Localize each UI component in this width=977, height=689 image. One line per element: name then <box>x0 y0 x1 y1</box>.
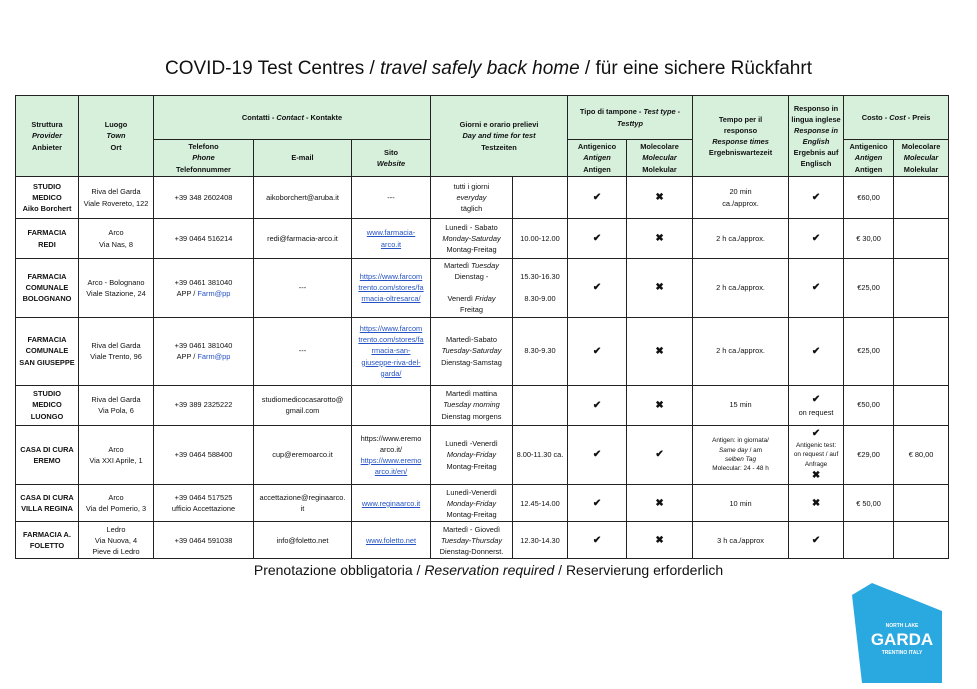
website-link[interactable]: rmacia-san- <box>371 346 411 356</box>
cross-icon: ✖ <box>811 469 821 481</box>
cross-icon: ✖ <box>811 497 821 509</box>
website-link[interactable]: www.foletto.net <box>365 535 417 545</box>
days-cell: Martedì - Giovedì Tuesday-Thursday Dienstag-Donnerst. <box>431 522 513 559</box>
website-cell <box>352 522 431 559</box>
website-link[interactable]: https://www.farcom <box>359 272 423 282</box>
title-part-1: COVID-19 Test Centres / <box>165 58 381 79</box>
table-row <box>16 317 949 385</box>
logo-line-1: NORTH LAKE <box>885 623 919 629</box>
footer-part-1: Prenotazione obbligatoria / <box>253 562 425 578</box>
website-link[interactable]: https://www.eremo <box>360 455 422 465</box>
email-cell: aikoborchert@aruba.it <box>254 177 352 219</box>
table-row <box>16 485 949 522</box>
check-icon: ✔ <box>592 399 602 411</box>
english-cell <box>789 317 844 385</box>
response-time-cell: Antigen: in giornata/ Same day / am selben Tag Molecular: 24 - 48 h <box>693 425 789 485</box>
check-icon: ✔ <box>592 282 602 294</box>
cost-molecular-cell <box>894 385 949 425</box>
email-cell: --- <box>254 317 352 385</box>
page-title <box>0 58 977 80</box>
days-cell: Martedì-Sabato Tuesday-Saturday Dienstag-Samstag <box>431 317 513 385</box>
check-icon: ✔ <box>592 192 602 203</box>
website-cell <box>352 385 431 425</box>
antigen-mark <box>568 385 627 425</box>
cost-antigen-cell: €60,00 <box>844 177 894 219</box>
cost-antigen-cell: € 30,00 <box>844 219 894 259</box>
header-english: Responso in lingua inglese Response in English Ergebnis auf Englisch <box>789 96 844 177</box>
town-cell: Arco Via Nas, 8 <box>79 219 154 259</box>
header-antigen: Antigenico Antigen Antigen <box>568 140 627 177</box>
hours-cell: 8.00-11.30 ca. <box>513 425 568 485</box>
antigen-mark <box>568 317 627 385</box>
cost-antigen-cell: €25,00 <box>844 259 894 318</box>
header-phone: Telefono Phone Telefonnummer <box>154 140 254 177</box>
email-cell: redi@farmacia-arco.it <box>254 219 352 259</box>
check-icon: ✔ <box>811 345 821 357</box>
provider-name: FARMACIA REDI <box>16 219 79 259</box>
hours-cell: 8.30-9.30 <box>513 317 568 385</box>
table-row <box>16 385 949 425</box>
website-link: arco.it/ <box>379 444 403 454</box>
phone-cell: +39 348 2602408 <box>154 177 254 219</box>
header-test-type: Tipo di tampone - Test type - Testtyp <box>568 96 693 140</box>
check-icon: ✔ <box>811 192 821 203</box>
english-cell <box>789 522 844 559</box>
hours-cell: 10.00-12.00 <box>513 219 568 259</box>
website-link[interactable]: giuseppe-riva-del- <box>361 357 421 367</box>
website-link[interactable]: https://www.farcom <box>359 324 423 334</box>
days-cell: tutti i giorni everyday täglich <box>431 177 513 219</box>
cost-antigen-cell: €29,00 <box>844 425 894 485</box>
website-link[interactable]: www.farmacia- <box>366 228 416 238</box>
website-cell <box>352 259 431 318</box>
header-cost: Costo - Cost - Preis <box>844 96 949 140</box>
molecular-mark <box>627 485 693 522</box>
cross-icon: ✖ <box>655 345 664 357</box>
molecular-mark <box>627 425 693 485</box>
phone-cell: +39 0461 381040 APP / Farm@pp <box>154 317 254 385</box>
cross-icon: ✖ <box>655 497 664 509</box>
website-cell <box>352 219 431 259</box>
town-cell: Arco Via del Pomerio, 3 <box>79 485 154 522</box>
cross-icon: ✖ <box>655 399 664 411</box>
cross-icon: ✖ <box>655 534 664 546</box>
phone-cell: +39 0464 516214 <box>154 219 254 259</box>
molecular-mark <box>627 317 693 385</box>
antigen-mark <box>568 259 627 318</box>
molecular-mark <box>627 219 693 259</box>
website-link: https://www.eremo <box>360 433 422 443</box>
town-cell: Riva del Garda Viale Rovereto, 122 <box>79 177 154 219</box>
table-row <box>16 177 949 219</box>
cost-molecular-cell <box>894 522 949 559</box>
molecular-mark <box>627 385 693 425</box>
days-cell: Martedì Tuesday Dienstag - Venerdì Friday Freitag <box>431 259 513 318</box>
phone-cell: +39 0461 381040 APP / Farm@pp <box>154 259 254 318</box>
hours-cell: 15.30-16.30 8.30-9.00 <box>513 259 568 318</box>
molecular-mark <box>627 522 693 559</box>
check-icon: ✔ <box>811 427 821 439</box>
table-row <box>16 425 949 485</box>
check-icon: ✔ <box>592 233 602 244</box>
antigen-mark <box>568 522 627 559</box>
cost-antigen-cell: € 50,00 <box>844 485 894 522</box>
footer-part-3: / Reservierung erforderlich <box>554 562 724 578</box>
website-link[interactable]: rmacia-oltresarca/ <box>361 294 421 304</box>
logo-line-3: TRENTINO ITALY <box>881 650 923 656</box>
molecular-mark <box>627 177 693 219</box>
footer-part-2: Reservation required <box>424 562 555 578</box>
cost-molecular-cell <box>894 177 949 219</box>
hours-cell: 12.30-14.30 <box>513 522 568 559</box>
cross-icon: ✖ <box>655 192 664 203</box>
hours-cell <box>513 385 568 425</box>
english-cell <box>789 219 844 259</box>
hours-cell <box>513 177 568 219</box>
check-icon: ✔ <box>592 534 602 546</box>
town-cell: Arco - Bolognano Viale Stazione, 24 <box>79 259 154 318</box>
town-cell: Arco Via XXI Aprile, 1 <box>79 425 154 485</box>
header-days: Giorni e orario prelievi Day and time for test Testzeiten <box>431 96 568 177</box>
molecular-mark <box>627 259 693 318</box>
response-time-cell: 2 h ca./approx. <box>693 259 789 318</box>
website-link[interactable]: trento.com/stores/fa <box>358 283 424 293</box>
town-cell: Riva del Garda Viale Trento, 96 <box>79 317 154 385</box>
cost-molecular-cell <box>894 219 949 259</box>
check-icon: ✔ <box>592 345 602 357</box>
email-cell: accettazione@reginaarco. it <box>254 485 352 522</box>
phone-cell: +39 0464 588400 <box>154 425 254 485</box>
cost-molecular-cell <box>894 485 949 522</box>
cost-antigen-cell: €50,00 <box>844 385 894 425</box>
header-town: Luogo Town Ort <box>79 96 154 177</box>
header-email: E-mail <box>254 140 352 177</box>
response-time-cell: 15 min <box>693 385 789 425</box>
email-cell: info@foletto.net <box>254 522 352 559</box>
header-cost-molecular: Molecolare Molecular Molekular <box>894 140 949 177</box>
response-time-cell: 20 min ca./approx. <box>693 177 789 219</box>
check-icon: ✔ <box>811 534 821 546</box>
english-cell: ✔ on request <box>789 385 844 425</box>
title-part-3: / für eine sichere Rückfahrt <box>579 58 812 79</box>
header-molecular: Molecolare Molecular Molekular <box>627 140 693 177</box>
town-cell: Riva del Garda Via Pola, 6 <box>79 385 154 425</box>
provider-name: FARMACIA COMUNALE BOLOGNANO <box>16 259 79 318</box>
table-row <box>16 259 949 318</box>
website-link[interactable]: www.reginaarco.it <box>361 498 421 508</box>
check-icon: ✔ <box>655 449 664 461</box>
check-icon: ✔ <box>811 233 821 244</box>
response-time-cell: 10 min <box>693 485 789 522</box>
logo-line-2: GARDA <box>870 630 934 649</box>
check-icon: ✔ <box>592 497 602 509</box>
cost-molecular-cell: € 80,00 <box>894 425 949 485</box>
website-link[interactable]: trento.com/stores/fa <box>358 335 424 345</box>
footer-note <box>0 562 977 578</box>
days-cell: Lunedì-Venerdì Monday-Friday Montag-Freitag <box>431 485 513 522</box>
cost-molecular-cell <box>894 259 949 318</box>
website-cell <box>352 485 431 522</box>
check-icon: ✔ <box>592 449 602 461</box>
title-part-2: travel safely back home <box>380 58 580 79</box>
english-cell <box>789 259 844 318</box>
response-time-cell: 2 h ca./approx. <box>693 317 789 385</box>
english-cell <box>789 485 844 522</box>
response-time-cell: 2 h ca./approx. <box>693 219 789 259</box>
provider-name: FARMACIA A. FOLETTO <box>16 522 79 559</box>
cost-antigen-cell <box>844 522 894 559</box>
check-icon: ✔ <box>811 282 821 294</box>
provider-name: STUDIO MEDICO Aiko Borchert <box>16 177 79 219</box>
website-link[interactable]: garda/ <box>380 368 402 378</box>
cost-molecular-cell <box>894 317 949 385</box>
header-website: Sito Website <box>352 140 431 177</box>
cross-icon: ✖ <box>655 282 664 294</box>
provider-name: CASA DI CURA VILLA REGINA <box>16 485 79 522</box>
header-cost-antigen: Antigenico Antigen Antigen <box>844 140 894 177</box>
days-cell: Martedì mattina Tuesday morning Dienstag morgens <box>431 385 513 425</box>
cross-icon: ✖ <box>655 233 664 244</box>
website-link[interactable]: arco.it <box>380 239 402 249</box>
phone-cell: +39 0464 517525 ufficio Accettazione <box>154 485 254 522</box>
header-provider: Struttura Provider Anbieter <box>16 96 79 177</box>
response-time-cell: 3 h ca./approx <box>693 522 789 559</box>
check-icon: ✔ <box>811 393 821 405</box>
phone-cell: +39 0464 591038 <box>154 522 254 559</box>
english-cell: ✔ Antigenic test: on request / auf Anfrage ✖ <box>789 425 844 485</box>
garda-logo <box>852 583 942 683</box>
provider-name: FARMACIA COMUNALE SAN GIUSEPPE <box>16 317 79 385</box>
days-cell: Lunedì - Sabato Monday-Saturday Montag-Freitag <box>431 219 513 259</box>
test-centres-table <box>15 95 949 559</box>
website-cell <box>352 425 431 485</box>
town-cell: Ledro Via Nuova, 4 Pieve di Ledro <box>79 522 154 559</box>
website-cell <box>352 317 431 385</box>
table-row <box>16 219 949 259</box>
phone-cell: +39 389 2325222 <box>154 385 254 425</box>
email-cell: studiomedicocasarotto@ gmail.com <box>254 385 352 425</box>
antigen-mark <box>568 425 627 485</box>
english-cell <box>789 177 844 219</box>
provider-name: STUDIO MEDICO LUONGO <box>16 385 79 425</box>
provider-name: CASA DI CURA EREMO <box>16 425 79 485</box>
header-response-time: Tempo per il responso Response times Ergebniswartezeit <box>693 96 789 177</box>
email-cell: --- <box>254 259 352 318</box>
cost-antigen-cell: €25,00 <box>844 317 894 385</box>
hours-cell: 12.45-14.00 <box>513 485 568 522</box>
website-cell: --- <box>352 177 431 219</box>
email-cell: cup@eremoarco.it <box>254 425 352 485</box>
website-link[interactable]: arco.it/en/ <box>374 467 408 477</box>
antigen-mark <box>568 177 627 219</box>
antigen-mark <box>568 219 627 259</box>
header-contacts: Contatti - Contact - Kontakte <box>154 96 431 140</box>
days-cell: Lunedì -Venerdì Monday-Friday Montag-Freitag <box>431 425 513 485</box>
antigen-mark <box>568 485 627 522</box>
table-row <box>16 522 949 559</box>
